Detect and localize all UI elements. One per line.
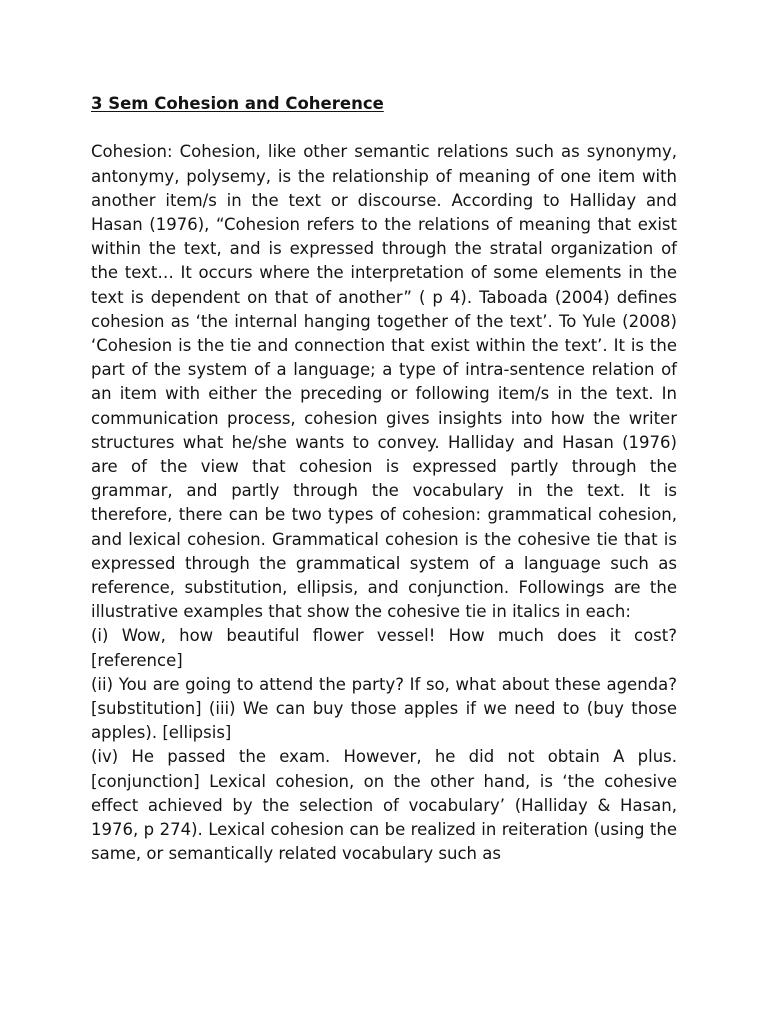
example-substitution-ellipsis: (ii) You are going to attend the party? If so, what about these agenda? [substitution] (iii) We can buy those apples if we need to (buy those apples). [ellipsis] [91, 674, 677, 743]
example-conjunction-lexical: (iv) He passed the exam. However, he did not obtain A plus. [conjunction] Lexical cohesion, on the other hand, is ‘the cohesive effect achieved by the selection of vocabulary’ (Halliday & Hasan, 1976, p 274). Lexical cohesion can be realized in reiteration (using the same, or semantically related vocabulary such as [91, 747, 677, 864]
document-body [91, 92, 677, 866]
example-reference: (i) Wow, how beautiful flower vessel! How much does it cost? [reference] [91, 626, 677, 670]
section-heading: 3 Sem Cohesion and Coherence [91, 94, 384, 113]
paragraph-cohesion-definition: Cohesion: Cohesion, like other semantic relations such as synonymy, antonymy, polysemy, is the relationship of meaning of one item with another item/s in the text or discourse. According to Halliday and Hasan (1976), “Cohesion refers to the relations of meaning that exist within the text, and is expressed through the stratal organization of the text… It occurs where the interpretation of some elements in the text is dependent on that of another” ( p 4). Taboada (2004) defines cohesion as ‘the internal hanging together of the text’. To Yule (2008) ‘Cohesion is the tie and connection that exist within the text’. It is the part of the system of a language; a type of intra-sentence relation of an item with either the preceding or following item/s in the text. In communication process, cohesion gives insights into how the writer structures what he/she wants to convey. Halliday and Hasan (1976) are of the view that cohesion is expressed partly through the grammar, and partly through the vocabulary in the text. It is therefore, there can be two types of cohesion: grammatical cohesion, and lexical cohesion. Grammatical cohesion is the cohesive tie that is expressed through the grammatical system of a language such as reference, substitution, ellipsis, and conjunction. Followings are the illustrative examples that show the cohesive tie in italics in each: [91, 142, 677, 622]
